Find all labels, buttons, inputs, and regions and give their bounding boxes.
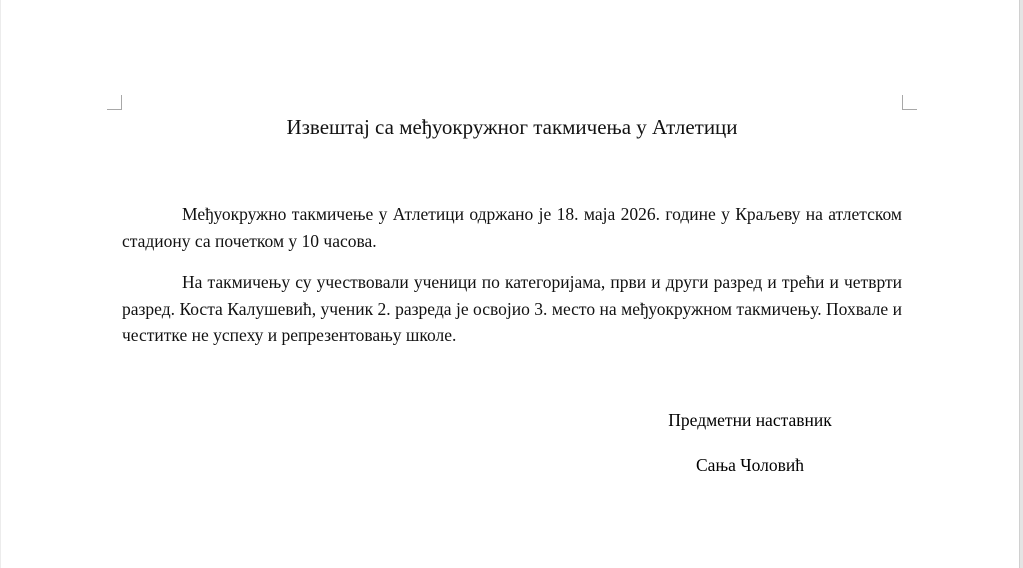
signature-name: Сања Чоловић <box>696 455 804 475</box>
paragraph-1: Међуокружно такмичење у Атлетици одржано је 18. маја 2026. године у Краљеву на атлетском стадиону са почетком у 10 часова. <box>122 204 902 251</box>
document-body[interactable] <box>122 110 902 349</box>
margin-corner-top-right <box>902 95 917 110</box>
margin-corner-top-left <box>107 95 122 110</box>
page-left-edge <box>0 0 1 568</box>
signature-role: Предметни наставник <box>668 410 832 430</box>
document-title: Извештај са међуокружног такмичења у Атлетици <box>286 115 738 139</box>
paragraph-2: На такмичењу су учествовали ученици по категоријама, први и други разред и трећи и четврти разред. Коста Калушевић, ученик 2. разреда је освојио 3. место на међуокружном такмичењу. Похвале и честитке не успеху и репрезентовању школе. <box>122 272 902 345</box>
page-right-edge <box>1019 0 1023 568</box>
